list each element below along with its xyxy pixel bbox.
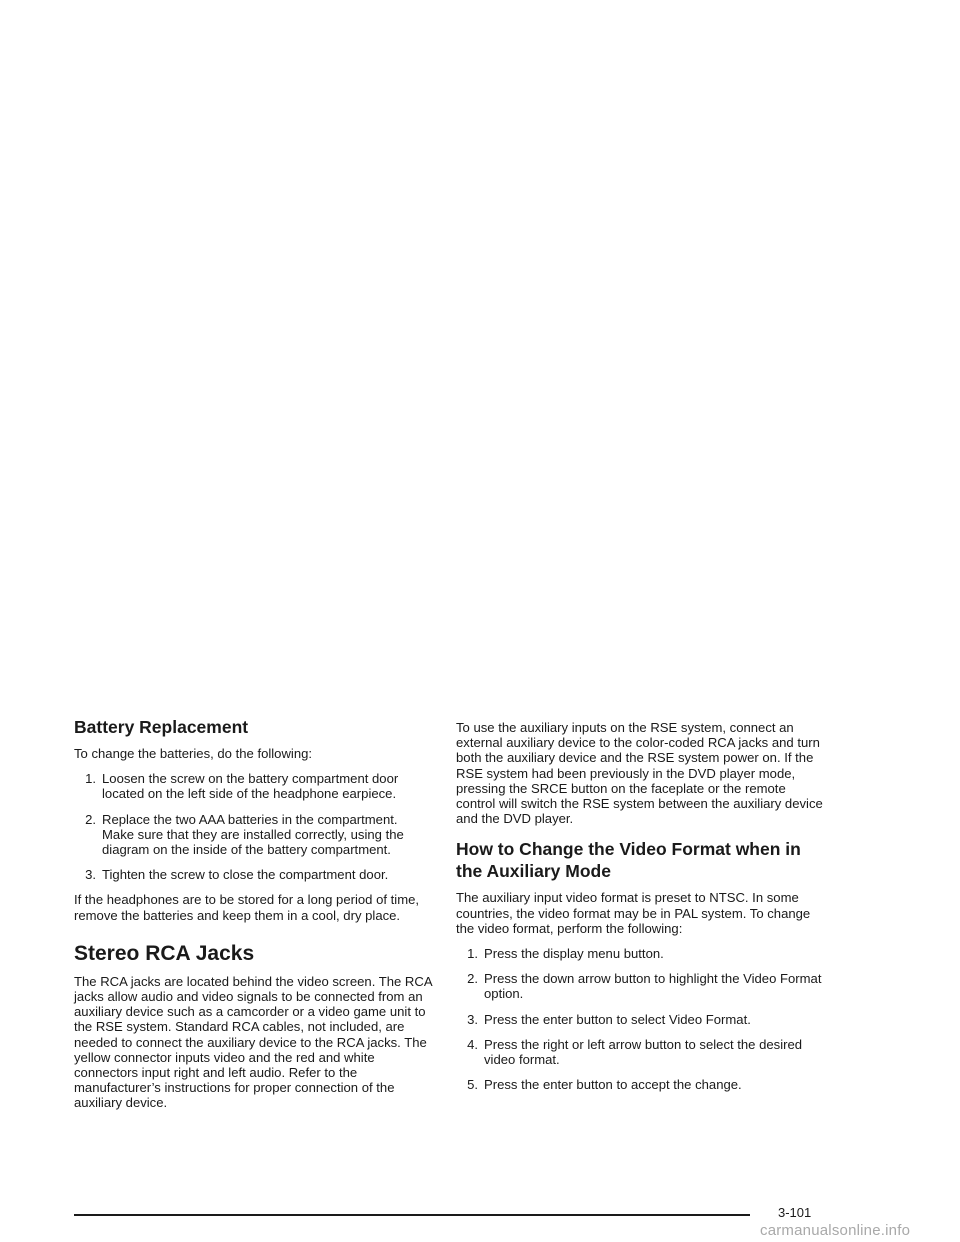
step-number: 1. [85,771,96,787]
battery-storage-note: If the headphones are to be stored for a long period of time, remove the batteries and keep them in a cool, dry place. [74,892,420,923]
step-text: Press the enter button to select Video Format. [484,1011,751,1027]
step-text: Press the right or left arrow button to select the desired video format. [484,1036,803,1068]
step-text: Press the enter button to accept the change. [484,1077,742,1093]
step-number: 1. [467,946,478,962]
step-number: 3. [467,1011,478,1027]
step-text: Loosen the screw on the battery compartment door located on the left side of the headphone earpiece. [102,771,399,802]
step-text: Replace the two AAA batteries in the compartment. Make sure that they are installed correctly, using the diagram on the inside of the battery compartment. [102,811,404,858]
watermark: carmanualsonline.info [760,1222,911,1239]
list-item [74,867,432,882]
step-number: 4. [467,1036,478,1052]
right-column [456,720,828,1102]
stereo-rca-jacks-heading: Stereo RCA Jacks [74,941,255,965]
step-text: Tighten the screw to close the compartment door. [102,867,389,883]
list-item [456,946,828,961]
list-item [456,1077,828,1092]
step-text: Press the down arrow button to highlight the Video Format option. [484,971,822,1002]
page-number: 3-101 [778,1205,812,1220]
rca-jacks-body: The RCA jacks are located behind the video screen. The RCA jacks allow audio and video signals to be connected from an auxiliary device such as a camcorder or a video game unit to the RSE system. Standard RCA cables, not included, are needed to connect the auxiliary device to the RCA jacks. The yellow connector inputs video and the red and white connectors input right and left audio. Refer to the manufacturer’s instructions for proper connection of the auxiliary device. [74,973,432,1111]
list-item [456,1012,828,1027]
step-number: 3. [85,867,96,883]
battery-replacement-heading: Battery Replacement [74,717,249,737]
video-format-heading: How to Change the Video Format when in the Auxiliary Mode [456,839,801,882]
battery-intro: To change the batteries, do the following: [74,746,313,761]
aux-inputs-body: To use the auxiliary inputs on the RSE system, connect an external auxiliary device to the color-coded RCA jacks and turn both the auxiliary device and the RSE system power on. If the RSE system had been previously in the DVD player mode, pressing the SRCE button on the faceplate or the remote control will switch the RSE system between the auxiliary device and the DVD player. [456,720,823,827]
step-number: 5. [467,1077,478,1093]
step-number: 2. [85,811,96,827]
step-number: 2. [467,971,478,987]
footer-rule [74,1214,750,1216]
step-text: Press the display menu button. [484,946,664,962]
list-item [456,1037,828,1067]
video-format-steps-list [456,946,828,1092]
video-format-intro: The auxiliary input video format is preset to NTSC. In some countries, the video format may be in PAL system. To change the video format, perform the following: [456,890,811,936]
list-item [456,971,828,1001]
battery-steps-list [74,771,432,882]
list-item [74,812,432,858]
left-column [74,716,432,1121]
list-item [74,771,432,801]
